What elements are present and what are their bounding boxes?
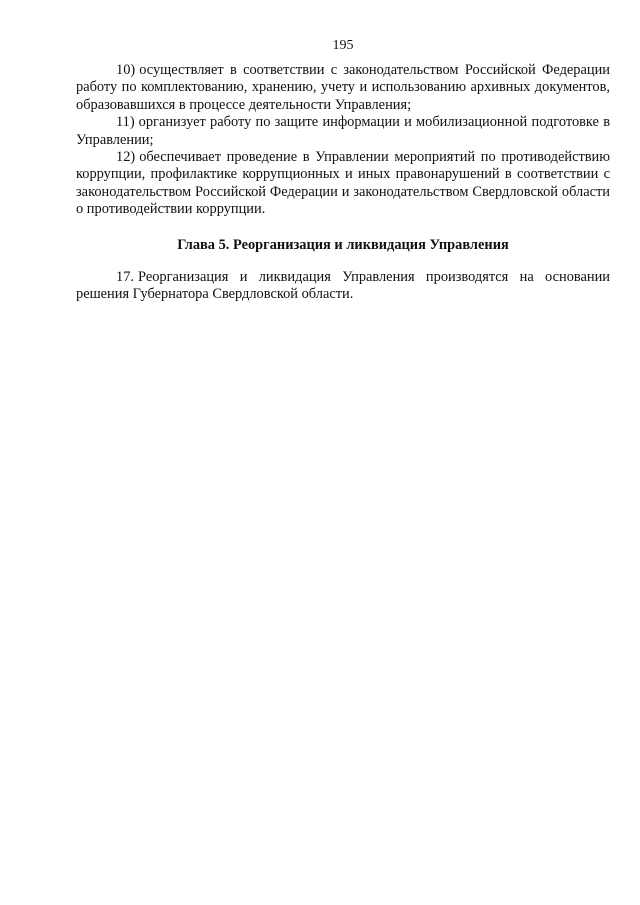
chapter-heading: Глава 5. Реорганизация и ликвидация Управления bbox=[177, 236, 509, 253]
item-number: 12) bbox=[116, 149, 136, 166]
list-item-12 bbox=[76, 149, 610, 219]
item-text: организует работу по защите информации и мобилизационной подготовке в Управлении; bbox=[76, 114, 610, 148]
page-number: 195 bbox=[332, 38, 354, 53]
item-number: 17. bbox=[116, 269, 134, 286]
item-number: 11) bbox=[116, 114, 135, 131]
item-number: 10) bbox=[116, 62, 136, 78]
item-text: Реорганизация и ликвидация Управления производятся на основании решения Губернатора Свердловской области. bbox=[76, 269, 610, 303]
list-item-11 bbox=[76, 114, 610, 149]
list-item-17 bbox=[76, 269, 610, 304]
document-body bbox=[76, 62, 610, 304]
item-text: обеспечивает проведение в Управлении мероприятий по противодействию коррупции, профилактике коррупционных и иных правонарушений в соответствии с законодательством Российской Федерации и законодательством Свердловской области о противодействии коррупции. bbox=[76, 149, 610, 218]
item-text: осуществляет в соответствии с законодательством Российской Федерации работу по комплектованию, хранению, учету и использованию архивных документов, образовавшихся в процессе деятельности Управления; bbox=[76, 62, 610, 113]
list-item-10 bbox=[76, 62, 610, 114]
